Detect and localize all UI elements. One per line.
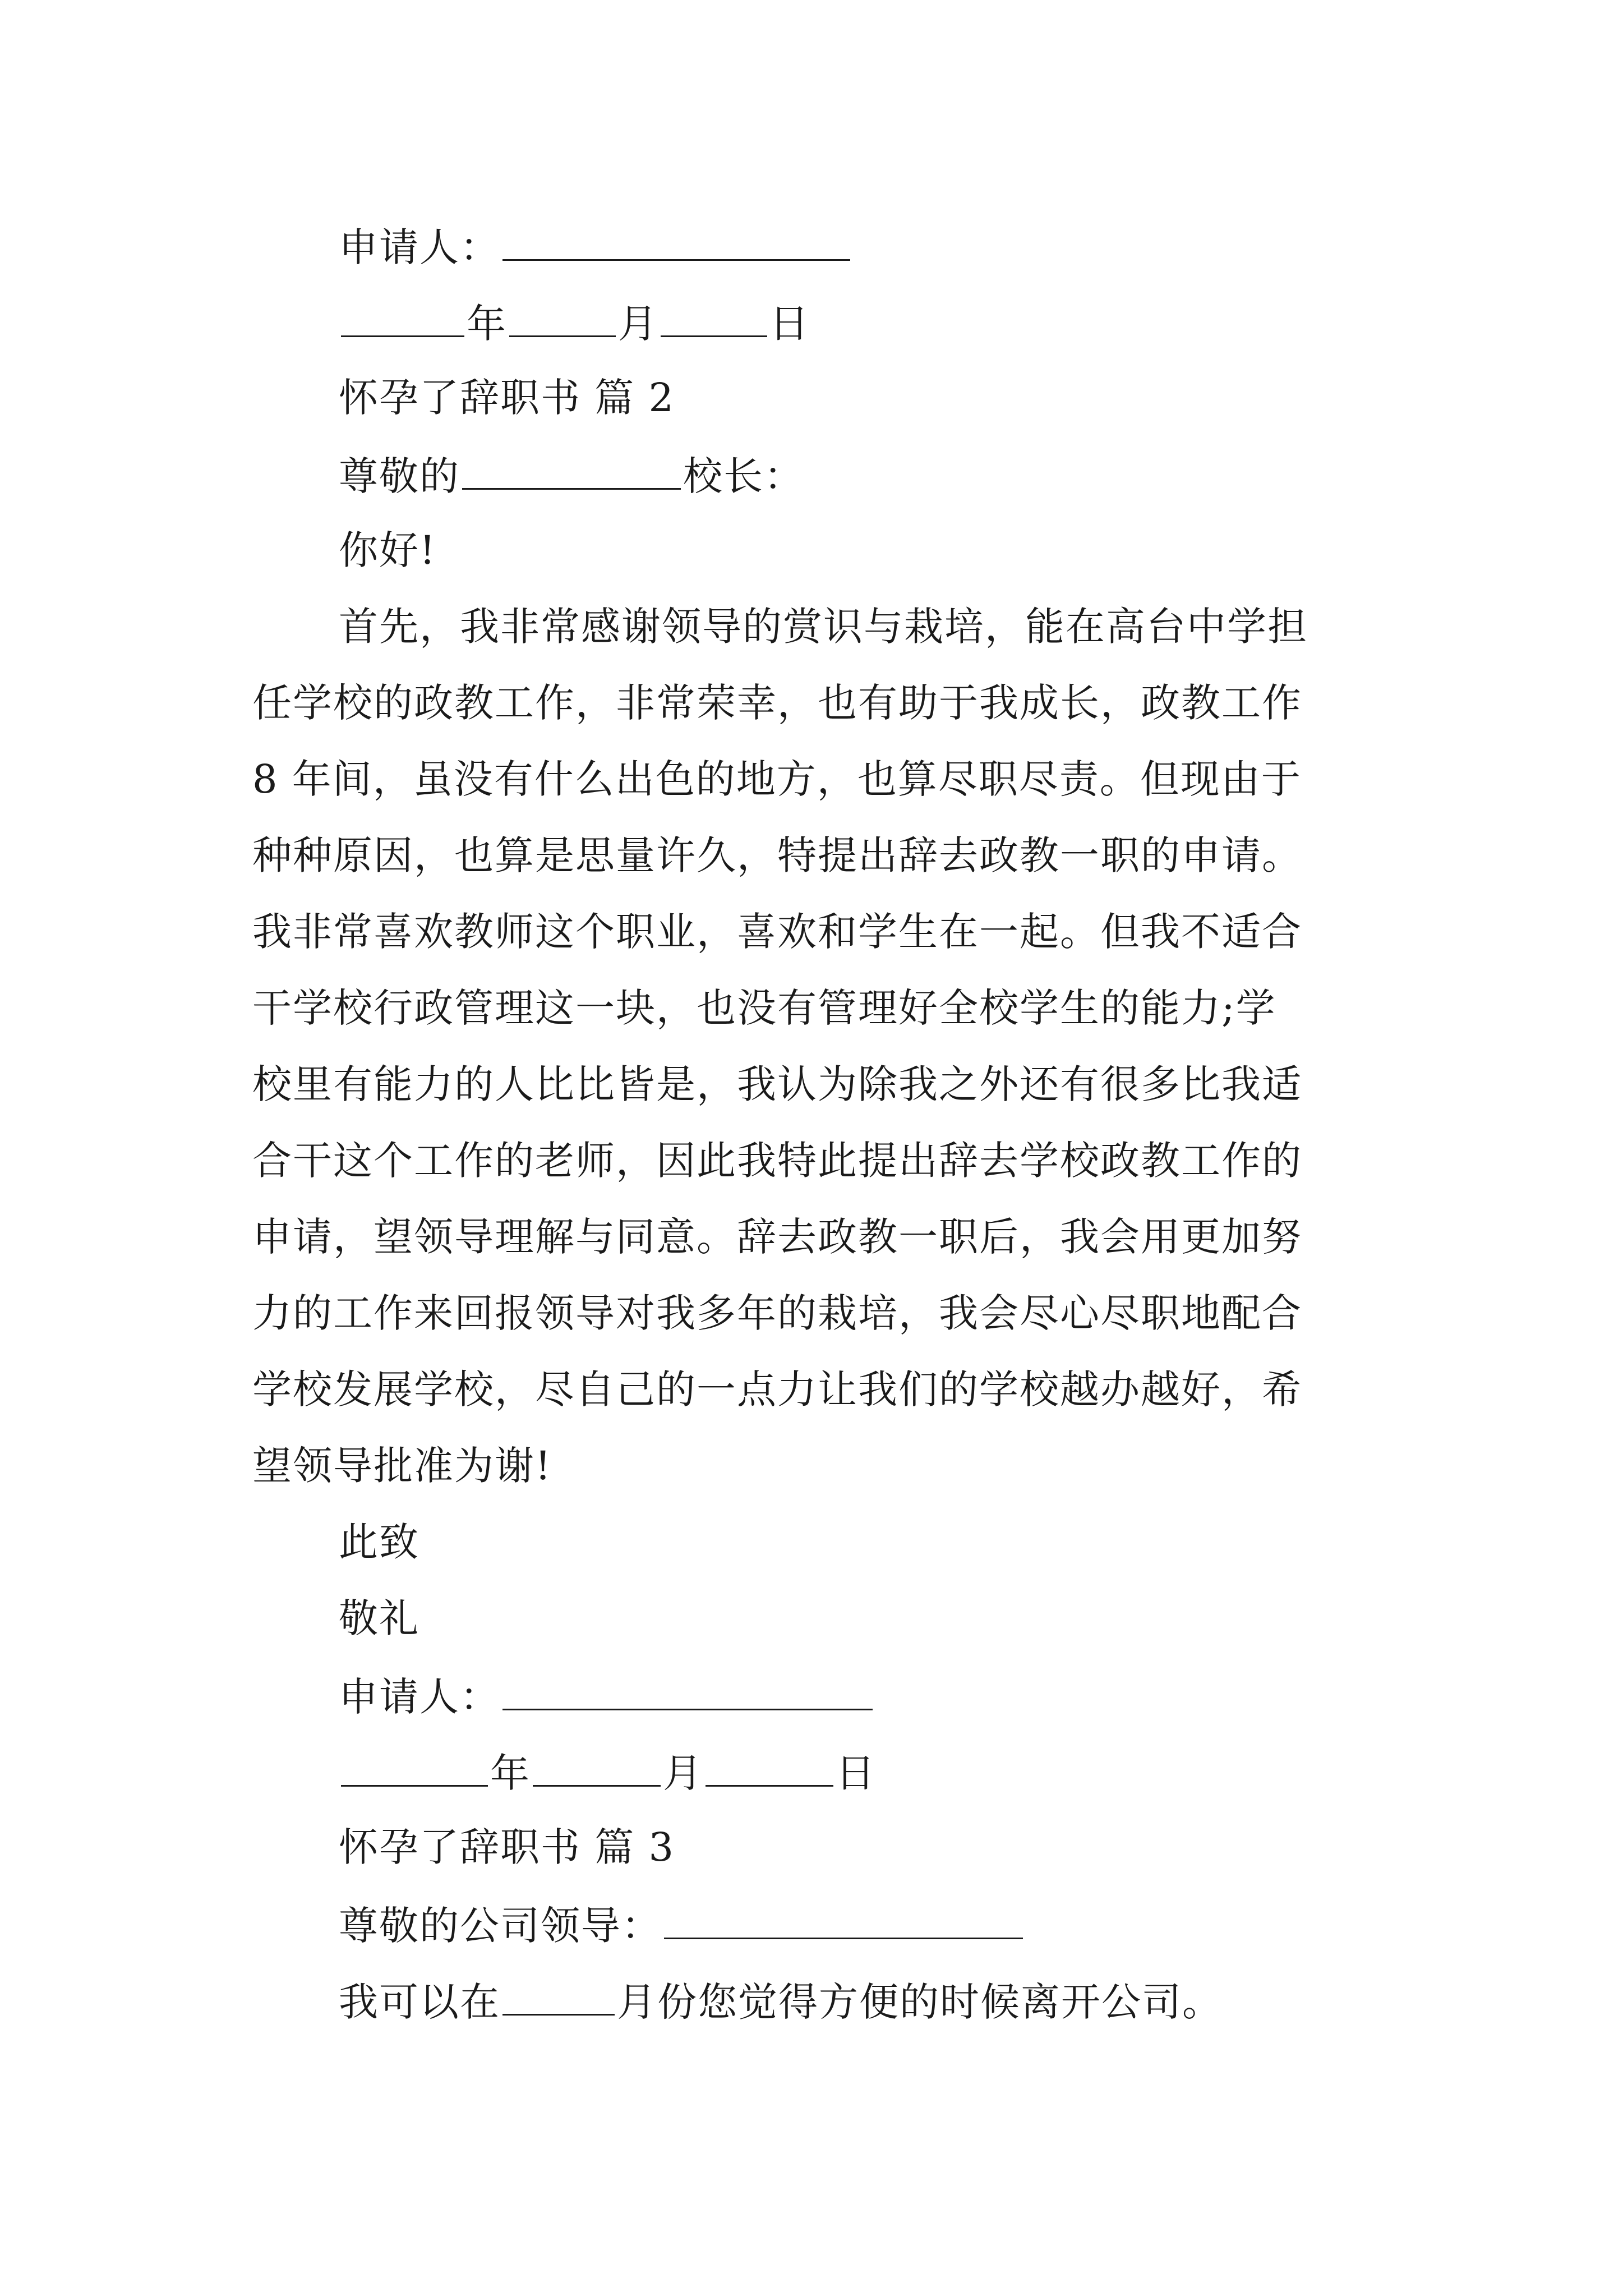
paragraph-line: 力的工作来回报领导对我多年的栽培，我会尽心尽职地配合: [252, 1290, 1302, 1336]
year-label: 年: [490, 1750, 531, 1796]
line1-suffix: 月份您觉得方便的时候离开公司。: [617, 1979, 1223, 2025]
month-blank: [502, 1980, 615, 2016]
day-blank: [661, 302, 767, 337]
day-label: 日: [769, 301, 810, 347]
paragraph-line: 校里有能力的人比比皆是，我认为除我之外还有很多比我适: [252, 1061, 1302, 1107]
section2-salutation: [339, 453, 804, 499]
paragraph-line: 8 年间，虽没有什么出色的地方，也算尽职尽责。但现由于: [252, 756, 1302, 802]
paragraph-line: 合干这个工作的老师，因此我特此提出辞去学校政教工作的: [252, 1138, 1302, 1184]
applicant-label: 申请人：: [339, 1674, 500, 1720]
salutation-prefix: 尊敬的: [339, 453, 460, 499]
applicant-blank: [502, 226, 850, 261]
paragraph-line: 干学校行政管理这一块，也没有管理好全校学生的能力;学: [252, 985, 1276, 1031]
month-label: 月: [663, 1750, 703, 1796]
date-line: [339, 301, 810, 347]
closing-cizhi: 此致: [339, 1519, 419, 1565]
month-blank: [533, 1751, 661, 1787]
paragraph-line: 望领导批准为谢!: [252, 1443, 552, 1489]
month-blank: [509, 302, 616, 337]
applicant-blank: [502, 1675, 873, 1710]
line1-prefix: 我可以在: [339, 1979, 500, 2025]
salutation-suffix: 校长：: [683, 453, 804, 499]
paragraph-line: 学校发展学校，尽自己的一点力让我们的学校越办越好，希: [252, 1366, 1302, 1412]
paragraph-line: 首先，我非常感谢领导的赏识与栽培，能在高台中学担: [339, 604, 1308, 650]
year-label: 年: [467, 301, 507, 347]
closing-jingli: 敬礼: [339, 1595, 419, 1641]
principal-blank: [462, 454, 681, 490]
month-label: 月: [618, 301, 658, 347]
day-label: 日: [836, 1750, 876, 1796]
paragraph-line: 种种原因，也算是思量许久，特提出辞去政教一职的申请。: [252, 832, 1302, 878]
section3-salutation: [339, 1903, 1025, 1949]
leader-blank: [664, 1904, 1023, 1939]
section3-title: 怀孕了辞职书 篇 3: [339, 1824, 675, 1870]
section2-applicant-line: [339, 1674, 875, 1720]
greeting: 你好!: [339, 527, 437, 573]
year-blank: [341, 1751, 488, 1787]
section2-date-line: [339, 1750, 876, 1796]
applicant-label: 申请人：: [339, 224, 500, 270]
paragraph-line: 申请，望领导理解与同意。辞去政教一职后，我会用更加努: [252, 1214, 1302, 1260]
section2-title: 怀孕了辞职书 篇 2: [339, 375, 675, 421]
year-blank: [341, 302, 464, 337]
salutation-text: 尊敬的公司领导：: [339, 1903, 662, 1949]
applicant-line: [339, 224, 852, 270]
day-blank: [706, 1751, 833, 1787]
section3-line1: [339, 1979, 1223, 2025]
paragraph-line: 任学校的政教工作，非常荣幸，也有助于我成长，政教工作: [252, 680, 1302, 726]
paragraph-line: 我非常喜欢教师这个职业，喜欢和学生在一起。但我不适合: [252, 909, 1302, 955]
